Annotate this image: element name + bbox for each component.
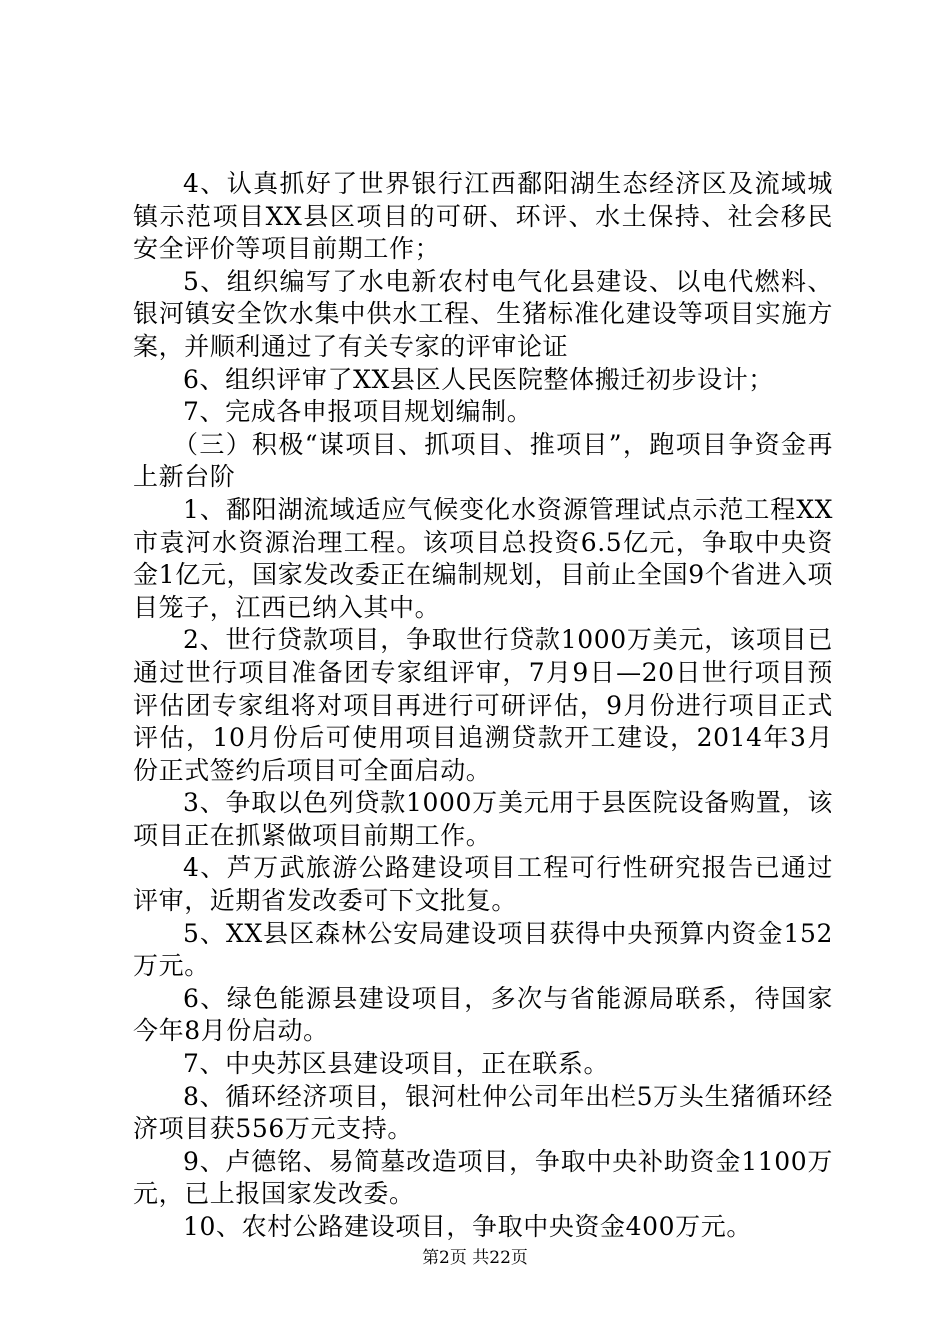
project-item-3: 3、争取以色列贷款1000万美元用于县医院设备购置，该项目正在抓紧做项目前期工作。 xyxy=(133,788,833,850)
document-body xyxy=(133,168,833,1244)
project-item-6: 6、绿色能源县建设项目，多次与省能源局联系，待国家今年8月份启动。 xyxy=(133,983,833,1046)
paragraph-item-7: 7、完成各申报项目规划编制。 xyxy=(183,397,533,427)
project-item-8: 8、循环经济项目，银河杜仲公司年出栏5万头生猪循环经济项目获556万元支持。 xyxy=(133,1081,833,1144)
project-item-2: 2、世行贷款项目，争取世行贷款1000万美元，该项目已通过世行项目准备团专家组评审，7月9日—20日世行项目预评估团专家组将对项目再进行可研评估，9月份进行项目正式评估，10月份后可使用项目追溯贷款开工建设，2014年3月份正式签约后项目可全面启动。 xyxy=(133,625,833,785)
paragraph-item-4: 4、认真抓好了世界银行江西鄱阳湖生态经济区及流域城镇示范项目XX县区项目的可研、环评、水土保持、社会移民安全评价等项目前期工作； xyxy=(133,169,833,264)
project-item-4: 4、芦万武旅游公路建设项目工程可行性研究报告已通过评审，近期省发改委可下文批复。 xyxy=(133,853,833,916)
paragraph-item-6: 6、组织评审了XX县区人民医院整体搬迁初步设计； xyxy=(183,364,774,394)
paragraph-item-5: 5、组织编写了水电新农村电气化县建设、以电代燃料、银河镇安全饮水集中供水工程、生猪标准化建设等项目实施方案，并顺利通过了有关专家的评审论证 xyxy=(133,266,833,361)
project-item-1: 1、鄱阳湖流域适应气候变化水资源管理试点示范工程XX市袁河水资源治理工程。该项目总投资6.5亿元，争取中央资金1亿元，国家发改委正在编制规划，目前止全国9个省进入项目笼子，江西已纳入其中。 xyxy=(133,494,833,622)
page-number-footer: 第2页 共22页 xyxy=(422,1248,528,1268)
project-item-7: 7、中央苏区县建设项目，正在联系。 xyxy=(183,1049,610,1079)
section-heading: （三）积极“谋项目、抓项目、推项目”，跑项目争资金再上新台阶 xyxy=(133,429,833,492)
project-item-5: 5、XX县区森林公安局建设项目获得中央预算内资金152万元。 xyxy=(133,918,833,981)
project-item-9: 9、卢德铭、易简墓改造项目，争取中央补助资金1100万元，已上报国家发改委。 xyxy=(133,1146,833,1209)
project-item-10: 10、农村公路建设项目，争取中央资金400万元。 xyxy=(183,1212,752,1241)
